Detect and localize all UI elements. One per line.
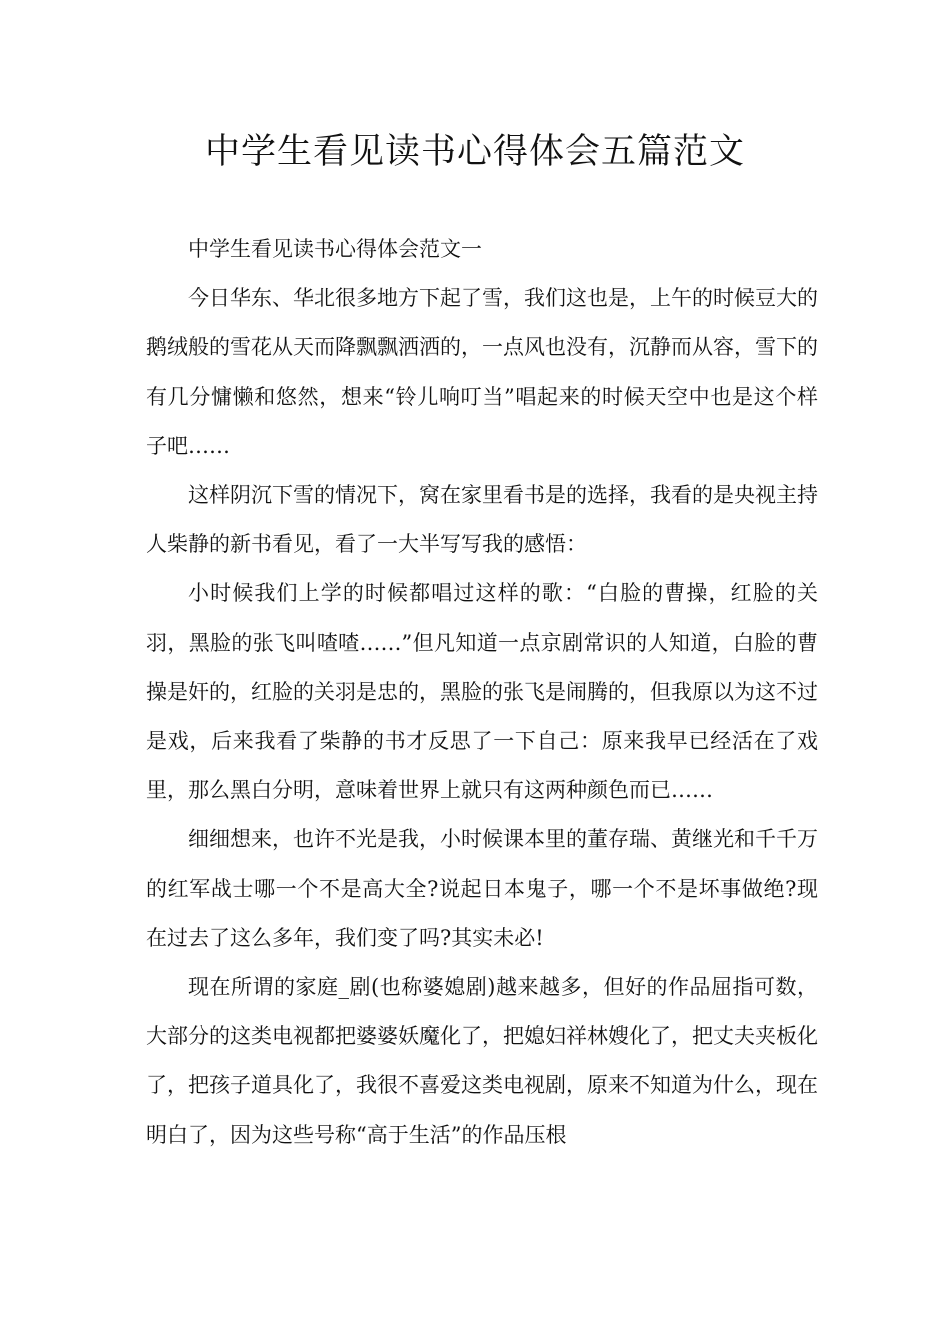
document-body (146, 225, 818, 1160)
paragraph: 今日华东、华北很多地方下起了雪，我们这也是，上午的时候豆大的鹅绒般的雪花从天而降飘飘洒洒的，一点风也没有，沉静而从容，雪下的有几分慵懒和悠然，想来“铃儿响叮当”唱起来的时候天空中也是这个样子吧…… (146, 286, 818, 458)
section-heading: 中学生看见读书心得体会范文一 (188, 237, 482, 261)
paragraph: 细细想来，也许不光是我，小时候课本里的董存瑞、黄继光和千千万的红军战士哪一个不是高大全?说起日本鬼子，哪一个不是坏事做绝?现在过去了这么多年，我们变了吗?其实未必! (146, 827, 818, 950)
paragraph: 小时候我们上学的时候都唱过这样的歌：“白脸的曹操，红脸的关羽，黑脸的张飞叫喳喳……”但凡知道一点京剧常识的人知道，白脸的曹操是奸的，红脸的关羽是忠的，黑脸的张飞是闹腾的，但我原以为这不过是戏，后来我看了柴静的书才反思了一下自己：原来我早已经活在了戏里，那么黑白分明，意味着世界上就只有这两种颜色而已…… (146, 581, 818, 803)
document-title: 中学生看见读书心得体会五篇范文 (204, 132, 745, 172)
paragraph: 这样阴沉下雪的情况下，窝在家里看书是的选择，我看的是央视主持人柴静的新书看见，看了一大半写写我的感悟： (146, 483, 818, 557)
paragraph: 现在所谓的家庭_剧(也称婆媳剧)越来越多，但好的作品屈指可数，大部分的这类电视都把婆婆妖魔化了，把媳妇祥林嫂化了，把丈夫夹板化了，把孩子道具化了，我很不喜爱这类电视剧，原来不知道为什么，现在明白了，因为这些号称“高于生活”的作品压根 (146, 975, 818, 1147)
